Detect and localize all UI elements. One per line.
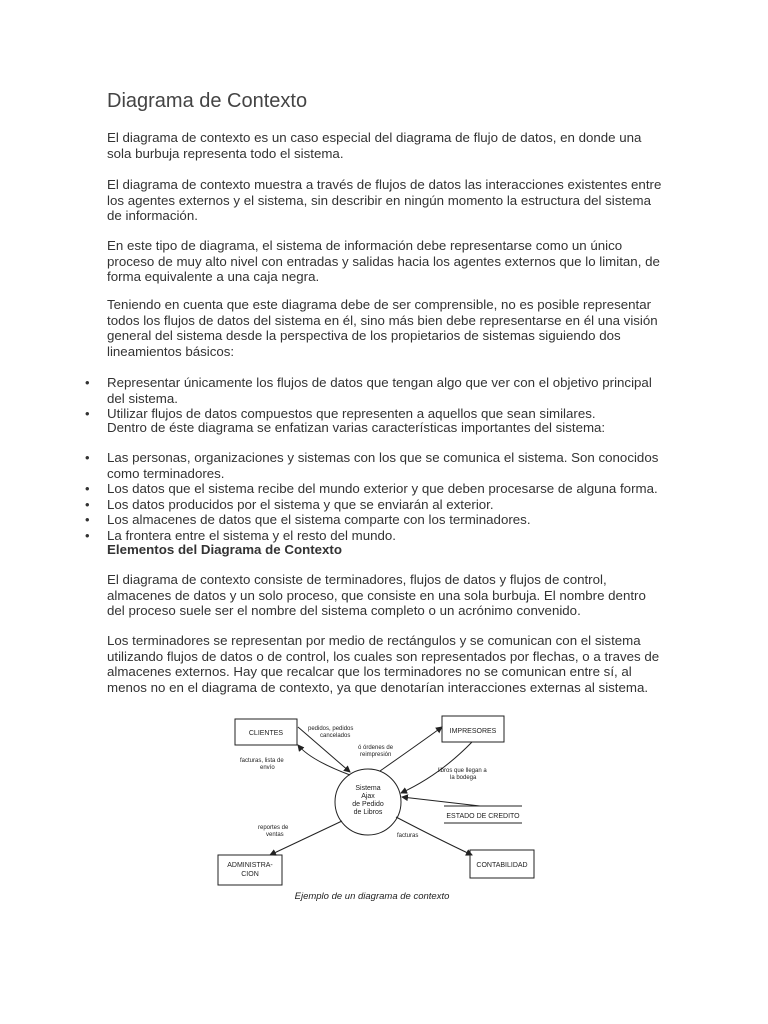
bullet-list-2 (0, 450, 768, 543)
bullet-icon: • (85, 406, 90, 421)
bullet-icon: • (85, 450, 90, 465)
text-line: Representar únicamente los flujos de datos que tengan algo que ver con el objetivo principal (107, 375, 652, 390)
process-label: Ajax (361, 793, 375, 800)
text-line: sola burbuja representa todo el sistema. (107, 145, 344, 161)
flow-label: reimpresión (360, 752, 392, 758)
flow-label: reportes de (258, 825, 289, 831)
text-line: El diagrama de contexto es un caso especial del diagrama de flujo de datos, en donde una (107, 130, 642, 145)
flow-label: la bodega (450, 775, 477, 781)
flow-label: facturas (397, 833, 419, 839)
paragraph-4 (107, 297, 667, 359)
terminator-label: CLIENTES (248, 730, 284, 737)
process-label: de Pedido (352, 801, 384, 808)
text-line: En este tipo de diagrama, el sistema de información debe representarse como un único (107, 238, 623, 253)
text-line: El diagrama de contexto consiste de terminadores, flujos de datos y flujos de control, (107, 572, 607, 587)
diagram-caption: Ejemplo de un diagrama de contexto (294, 891, 450, 902)
text-line: todos los flujos de datos del sistema en él, sino más bien debe representarse en él una visión (107, 312, 658, 328)
flow-label: ventas (266, 832, 284, 838)
flow-label: ó órdenes de (358, 745, 394, 751)
text-line: Los datos producidos por el sistema y que se enviarán al exterior. (107, 496, 494, 512)
paragraph-1 (107, 130, 667, 161)
text-line: La frontera entre el sistema y el resto del mundo. (107, 527, 396, 543)
text-line: El diagrama de contexto muestra a través de flujos de datos las interacciones existentes entre (107, 177, 662, 192)
page-title: Diagrama de Contexto (107, 90, 308, 112)
process-label: Sistema (355, 785, 381, 792)
list-continuation: Dentro de éste diagrama se enfatizan varias características importantes del sistema: (107, 420, 606, 435)
paragraph-6 (107, 633, 667, 695)
list-item (0, 375, 667, 406)
text-line: almacenes externos. Hay que recalcar que los terminadores no se comunican entre sí, al (107, 664, 632, 679)
context-diagram (210, 705, 550, 905)
list-item (0, 512, 667, 528)
terminator-administracion (218, 855, 282, 885)
text-line: utilizando flujos de datos o de control, los cuales son representados por flechas, o a traves de (107, 648, 660, 664)
text-line: del sistema. (107, 390, 178, 406)
list-item (0, 481, 667, 497)
text-line: los agentes externos y el sistema, sin describir en ningún momento la estructura del sistema (107, 192, 651, 208)
text-line: como terminadores. (107, 465, 225, 481)
text-line: almacenes de datos y un solo proceso, que consiste en una sola burbuja. El nombre dentro (107, 587, 646, 603)
terminator-label: IMPRESORES (449, 728, 497, 735)
list-item (0, 450, 667, 481)
paragraph-2 (107, 177, 667, 224)
bullet-icon: • (85, 375, 90, 390)
text-line: Los almacenes de datos que el sistema comparte con los terminadores. (107, 512, 531, 527)
paragraph-5 (107, 572, 667, 619)
bullet-icon: • (85, 527, 90, 543)
flow-label: pedidos, pedidos (308, 726, 354, 732)
text-line: Teniendo en cuenta que este diagrama debe de ser comprensible, no es posible representar (107, 297, 652, 312)
text-line: del proceso suele ser el nombre del sistema completo o un acrónimo convenido. (107, 603, 581, 618)
list-item (0, 497, 667, 513)
store-label: ESTADO DE CREDITO (446, 813, 520, 820)
process-label: de Libros (353, 809, 383, 816)
bullet-icon: • (85, 496, 90, 512)
flow-arrow-estado-credito (402, 797, 480, 806)
flow-label: libros que llegan a (438, 768, 487, 774)
bullet-icon: • (85, 481, 90, 496)
bullet-list-1 (0, 375, 768, 422)
section-heading: Elementos del Diagrama de Contexto (107, 542, 342, 557)
text-line: Utilizar flujos de datos compuestos que representen a aquellos que sean similares. (107, 406, 596, 421)
text-line: lineamientos básicos: (107, 343, 235, 359)
text-line: Los terminadores se representan por medio de rectángulos y se comunican con el sistema (107, 633, 641, 648)
terminator-label: CONTABILIDAD (476, 862, 528, 869)
text-line: Las personas, organizaciones y sistemas con los que se comunica el sistema. Son conocidos (107, 450, 659, 465)
terminator-label: CION (241, 871, 259, 878)
text-line: Los datos que el sistema recibe del mundo exterior y que deben procesarse de alguna forma. (107, 481, 658, 496)
text-line: general del sistema desde la perspectiva de los propietarios de sistemas siguiendo dos (107, 328, 621, 343)
flow-label: envío (260, 765, 275, 771)
terminator-label: ADMINISTRA- (227, 862, 273, 869)
text-line: de información. (107, 208, 198, 223)
flow-label: cancelados (320, 733, 351, 739)
flow-label: facturas, lista de (240, 758, 284, 764)
text-line: proceso de muy alto nivel con entradas y salidas hacia los agentes externos que lo limitan, de (107, 253, 660, 269)
paragraph-3 (107, 238, 667, 285)
text-line: menos no en el diagrama de contexto, ya que denotarían interacciones externas al sistema. (107, 679, 649, 695)
bullet-icon: • (85, 512, 90, 527)
text-line: forma equivalente a una caja negra. (107, 269, 320, 284)
list-item (0, 528, 667, 544)
